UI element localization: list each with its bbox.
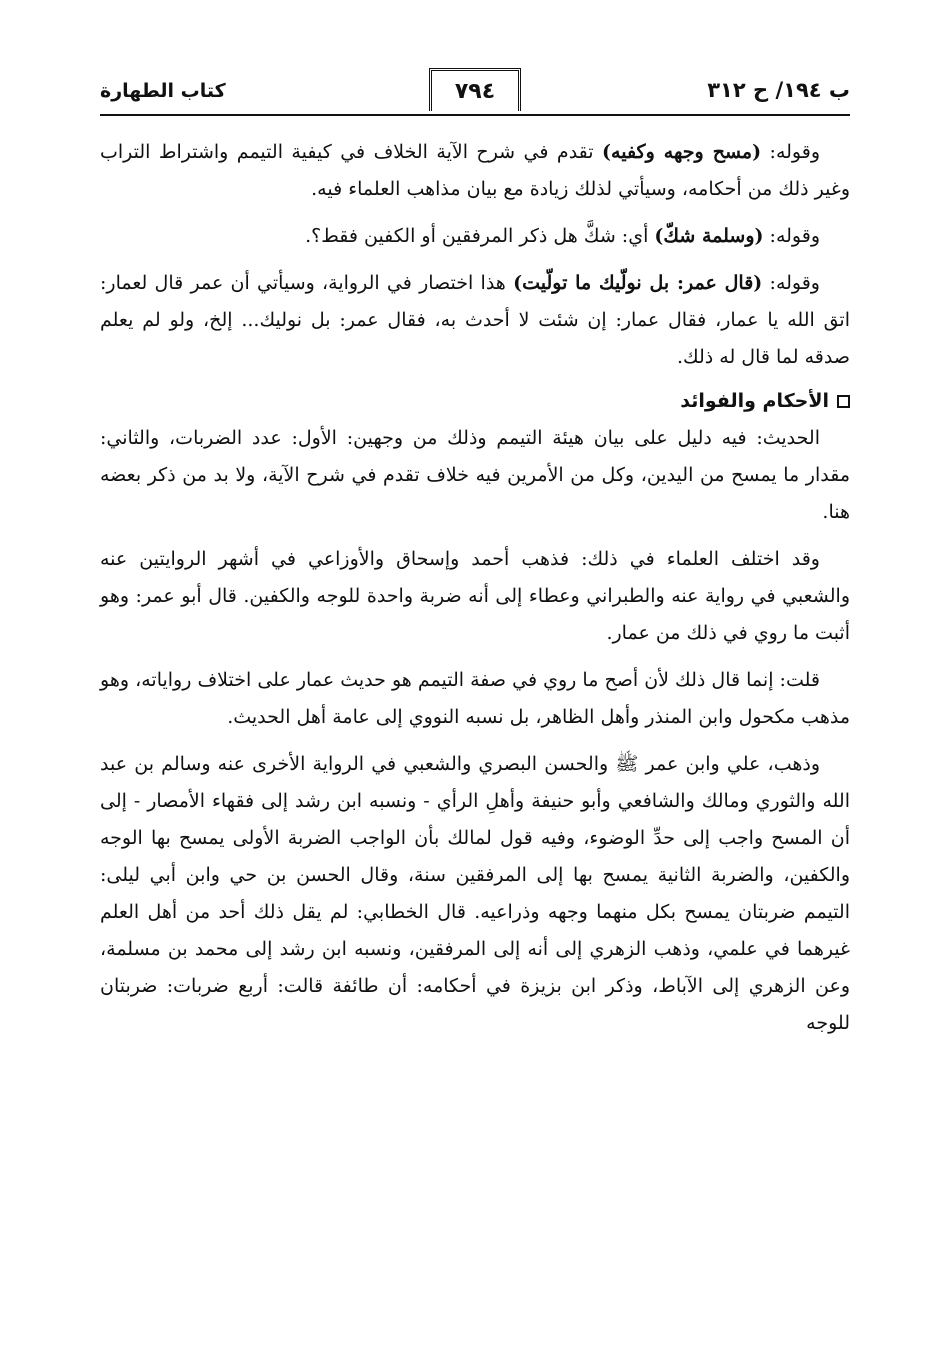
section-paragraph: قلت: إنما قال ذلك لأن أصح ما روي في صفة التيمم هو حديث عمار على اختلاف رواياته، وهو مذهب مكحول وابن المنذر وأهل الظاهر، بل نسبه النووي إلى عامة أهل الحديث. bbox=[100, 669, 850, 728]
paragraph-text: هذا اختصار في الرواية، وسيأتي أن عمر قال لعمار: اتق الله يا عمار، فقال عمار: إن شئت لا أحدث به، فقال عمر: بل نوليك... إلخ، ولو لم يعلم صدقه لما قال له ذلك. bbox=[100, 272, 850, 368]
book-page bbox=[100, 70, 850, 1330]
page-number: ٧٩٤ bbox=[429, 68, 521, 111]
paragraph-lead: وقوله: bbox=[763, 225, 820, 247]
section-title: الأحكام والفوائد bbox=[680, 390, 829, 412]
section-paragraph: الحديث: فيه دليل على بيان هيئة التيمم وذلك من وجهين: الأول: عدد الضربات، والثاني: مقدار ما يمسح من اليدين، وكل من الأمرين فيه خلاف تقدم في شرح الآية، ولا بد من ذكر بعضه هنا. bbox=[100, 427, 850, 523]
square-bullet-icon bbox=[837, 395, 850, 408]
section-paragraph: وذهب، علي وابن عمر ﷺ والحسن البصري والشعبي في الرواية الأخرى عنه وسالم بن عبد الله والثوري ومالك والشافعي وأبو حنيفة وأهلِ الرأي - ونسبه ابن رشد إلى فقهاء الأمصار - إلى أن المسح واجب إلى حدِّ الوضوء، وفيه قول لمالك بأن الواجب الضربة الأولى يمسح بها الوجه والكفين، والضربة الثانية يمسح بها إلى المرفقين سنة، وقال الحسن بن حي وابن أبي ليلى: التيمم ضربتان يمسح بكل منهما وجهه وذراعيه. قال الخطابي: لم يقل ذلك أحد من أهل العلم غيرهما في علمي، وذهب الزهري إلى أنه إلى المرفقين، ونسبه ابن رشد إلى محمد بن مسلمة، وعن الزهري إلى الآباط، وذكر ابن بزيزة في أحكامه: أن طائفة قالت: أربع ضربات: ضربتان للوجه bbox=[100, 753, 850, 1034]
page-body bbox=[100, 134, 850, 1042]
paragraph-lead: وقوله: bbox=[762, 272, 820, 294]
quoted-phrase: (قال عمر: بل نولّيك ما تولّيت) bbox=[513, 272, 763, 294]
paragraph-lead: وقوله: bbox=[761, 141, 821, 163]
reference-label: ب ١٩٤/ ح ٣١٢ bbox=[707, 78, 850, 102]
quoted-phrase: (مسح وجهه وكفيه) bbox=[602, 141, 762, 163]
book-title: كتاب الطهارة bbox=[100, 80, 226, 102]
paragraph bbox=[100, 265, 850, 376]
paragraph bbox=[100, 218, 850, 255]
paragraph-text: أي: شكَّ هل ذكر المرفقين أو الكفين فقط؟. bbox=[305, 225, 655, 247]
section-heading bbox=[100, 390, 850, 412]
paragraph-text: تقدم في شرح الآية الخلاف في كيفية التيمم واشتراط التراب وغير ذلك من أحكامه، وسيأتي لذلك زيادة مع بيان مذاهب العلماء فيه. bbox=[100, 141, 850, 200]
section-paragraph: وقد اختلف العلماء في ذلك: فذهب أحمد وإسحاق والأوزاعي في أشهر الروايتين عنه والشعبي في رواية عنه والطبراني وعطاء إلى أنه ضربة واحدة للوجه والكفين. قال أبو عمر: وهو أثبت ما روي في ذلك من عمار. bbox=[100, 548, 850, 644]
paragraph bbox=[100, 134, 850, 208]
quoted-phrase: (وسلمة شكّ) bbox=[654, 225, 764, 247]
page-header bbox=[100, 70, 850, 116]
